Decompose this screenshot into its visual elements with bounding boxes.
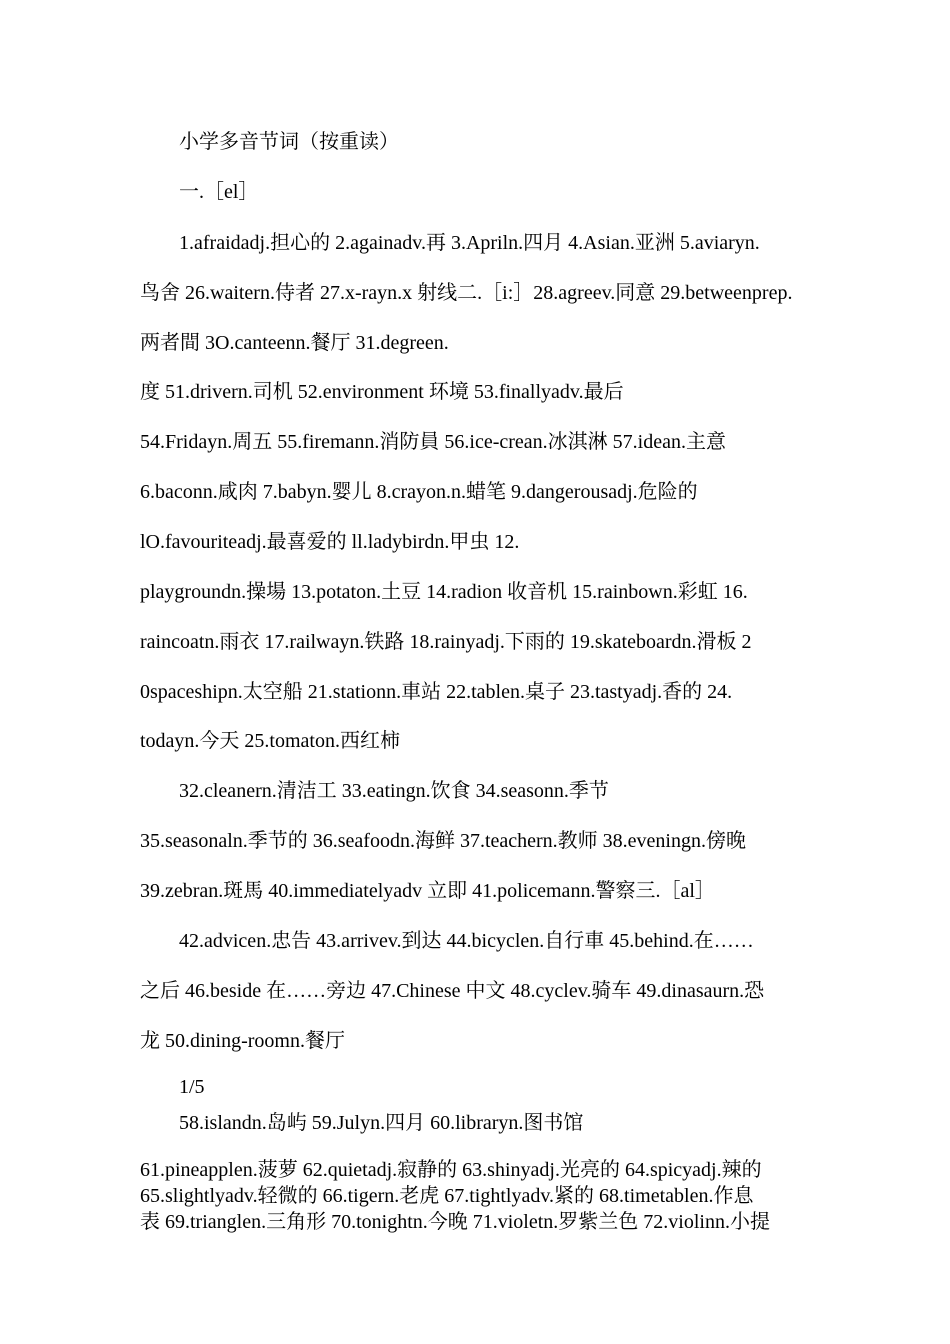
text-line: 6.baconn.咸肉 7.babyn.婴儿 8.crayon.n.蜡笔 9.dangerousadj.危险的 [140, 481, 698, 503]
text-line: 两者間 3O.canteenn.餐厅 31.degreen. [140, 332, 449, 354]
text-line: 32.cleanern.清洁工 33.eatingn.饮食 34.seasonn.季节 [179, 780, 609, 802]
text-line: raincoatn.雨衣 17.railwayn.铁路 18.rainyadj.下雨的 19.skateboardn.滑板 2 [140, 631, 752, 653]
text-line: 1.afraidadj.担心的 2.againadv.再 3.Apriln.四月 4.Asian.亚洲 5.aviaryn. [179, 232, 760, 254]
text-line: 龙 50.dining-roomn.餐厅 [140, 1030, 345, 1052]
text-line: 39.zebran.斑馬 40.immediatelyadv 立即 41.policemann.警察三.［al］ [140, 880, 715, 902]
text-line: 42.advicen.忠告 43.arrivev.到达 44.bicyclen.自行車 45.behind.在…… [179, 930, 754, 952]
page-number: 1/5 [179, 1076, 205, 1098]
text-line: 35.seasonaln.季节的 36.seafoodn.海鲜 37.teachern.教师 38.eveningn.傍晚 [140, 830, 746, 852]
document-title: 小学多音节词（按重读） [179, 131, 399, 153]
text-line: playgroundn.操場 13.potaton.土豆 14.radion 收音机 15.rainbown.彩虹 16. [140, 581, 748, 603]
text-line: todayn.今天 25.tomaton.西红柿 [140, 730, 400, 752]
text-line: 54.Fridayn.周五 55.firemann.消防員 56.ice-crean.冰淇淋 57.idean.主意 [140, 431, 726, 453]
text-line: lO.favouriteadj.最喜爱的 ll.ladybirdn.甲虫 12. [140, 531, 520, 553]
text-line: 0spaceshipn.太空船 21.stationn.車站 22.tablen.桌子 23.tastyadj.香的 24. [140, 681, 733, 703]
text-line: 58.islandn.岛屿 59.Julyn.四月 60.libraryn.图书馆 [179, 1112, 584, 1134]
text-line: 表 69.trianglen.三角形 70.tonightn.今晚 71.violetn.罗紫兰色 72.violinn.小提 [140, 1211, 770, 1233]
text-line: 61.pineapplen.菠萝 62.quietadj.寂静的 63.shinyadj.光亮的 64.spicyadj.辣的 [140, 1159, 762, 1181]
section-heading: 一.［el］ [179, 181, 259, 203]
text-line: 度 51.drivern.司机 52.environment 环境 53.finallyadv.最后 [140, 381, 624, 403]
text-line: 65.slightlyadv.轻微的 66.tigern.老虎 67.tightlyadv.紧的 68.timetablen.作息 [140, 1185, 754, 1207]
text-line: 鸟舍 26.waitern.侍者 27.x-rayn.x 射线二.［i:］28.agreev.同意 29.betweenprep. [140, 282, 793, 304]
text-line: 之后 46.beside 在……旁边 47.Chinese 中文 48.cyclev.骑车 49.dinasaurn.恐 [140, 980, 765, 1002]
